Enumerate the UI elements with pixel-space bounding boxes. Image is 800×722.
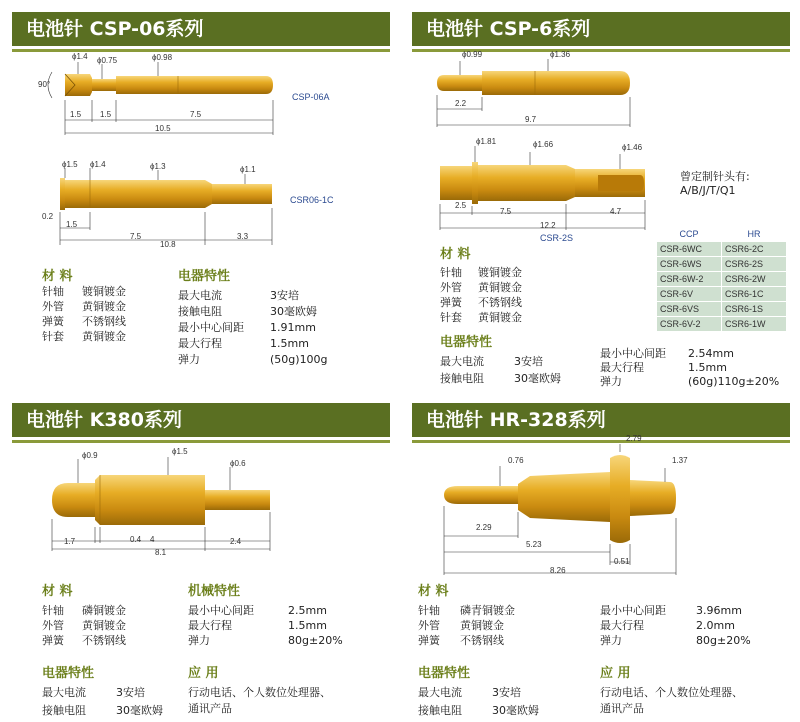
section-title-text: 电池针 CSP-6系列 (426, 18, 591, 40)
table-row (657, 317, 787, 332)
part-label: CSR06-1C (290, 195, 334, 205)
table-cell: CSR-6WC (657, 242, 722, 257)
table-cell: CSR6-1S (722, 302, 787, 317)
list-item (440, 264, 522, 280)
spec-value: 30毫欧姆 (270, 305, 317, 318)
table-cell: CSR-6WS (657, 257, 722, 272)
material-part: 针轴 (440, 266, 462, 279)
table-header-row (657, 226, 787, 242)
spec-key: 最小中心间距 (600, 347, 666, 360)
spec-value: 2.54mm (688, 347, 734, 360)
part-label: CSR-2S (540, 233, 574, 243)
dim-l1: 2.29 (476, 523, 492, 532)
application-text: 通讯产品 (188, 702, 232, 715)
dim-l1: 1.7 (64, 537, 76, 546)
material-value: 磷铜镀金 (82, 604, 126, 617)
dim-d1: ϕ0.9 (82, 451, 98, 460)
dim-l2: 0.4 (130, 535, 142, 544)
material-value: 不锈钢线 (460, 634, 504, 647)
table-header: HR (747, 228, 761, 239)
dim-l4: 2.4 (230, 537, 242, 546)
application-text: 通讯产品 (600, 702, 644, 715)
spec-value: 2.5mm (288, 604, 327, 617)
spec-value: 30毫欧姆 (514, 372, 561, 385)
application-title: 应 用 (600, 666, 631, 681)
materials-title: 材 料 (42, 269, 73, 284)
dim-d2: ϕ1.66 (533, 140, 554, 149)
spec-key: 最大行程 (178, 337, 222, 350)
list-item (440, 370, 561, 386)
material-part: 外管 (418, 619, 440, 632)
dim-l2: 5.23 (526, 540, 542, 549)
dim-l3: 4 (150, 535, 155, 544)
section-title-csp6 (412, 12, 790, 46)
spec-key: 最小中心间距 (188, 604, 254, 617)
spec-key: 弹力 (600, 634, 622, 647)
material-value: 黄铜镀金 (82, 300, 126, 313)
divider (12, 440, 390, 443)
material-value: 不锈钢线 (82, 315, 126, 328)
spec-value: 3安培 (514, 355, 543, 368)
material-value: 黄铜镀金 (460, 619, 504, 632)
spec-key: 最小中心间距 (600, 604, 666, 617)
dim-d1: ϕ1.81 (476, 137, 497, 146)
section-title-text: 电池针 K380系列 (26, 409, 182, 431)
section-title-text: 电池针 CSP-06系列 (26, 18, 204, 40)
table-cell: CSR-6W-2 (657, 272, 722, 287)
table-row (657, 257, 787, 272)
spec-value: 1.5mm (270, 337, 309, 350)
material-part: 弹簧 (418, 634, 440, 647)
list-item (600, 632, 751, 648)
electrical-title: 电器特性 (440, 335, 493, 350)
dim-l4: 8.26 (550, 566, 566, 575)
application-text: 行动电话、个人数位处理器、 (600, 686, 743, 699)
section-title-hr328 (412, 403, 790, 437)
dim-d1: ϕ1.5 (62, 160, 78, 169)
dim-d2: ϕ1.36 (550, 50, 571, 59)
material-value: 不锈钢线 (478, 296, 522, 309)
dim-d3: ϕ0.98 (152, 53, 173, 62)
spec-value: 3.96mm (696, 604, 742, 617)
list-item (178, 319, 316, 335)
electrical-title: 电器特性 (418, 666, 471, 681)
material-part: 针套 (42, 330, 64, 343)
dim-d3: ϕ1.3 (150, 162, 166, 171)
material-part: 针轴 (418, 604, 440, 617)
pin-drawing-hr328 (430, 440, 680, 575)
material-part: 弹簧 (42, 634, 64, 647)
spec-key: 最大行程 (188, 619, 232, 632)
dim-l1: 2.2 (455, 99, 467, 108)
spec-key: 最小中心间距 (178, 321, 244, 334)
spec-value: 1.91mm (270, 321, 316, 334)
dim-d1: ϕ0.99 (462, 50, 483, 59)
section-title-csp06 (12, 12, 390, 46)
electrical-title: 电器特性 (178, 269, 231, 284)
dim-l4: 3.3 (237, 232, 249, 241)
table-row (657, 242, 787, 257)
list-item (188, 632, 343, 648)
spec-key: 接触电阻 (178, 305, 222, 318)
pin-head (65, 74, 92, 96)
dim-l2: 7.5 (130, 232, 142, 241)
list-item (600, 617, 735, 633)
dim-l3: 0.51 (614, 557, 630, 566)
spec-key: 弹力 (188, 634, 210, 647)
list-item (418, 684, 521, 700)
list-item (440, 309, 522, 325)
materials-title: 材 料 (42, 584, 73, 599)
dim-l5: 8.1 (155, 548, 167, 557)
spec-key: 最大行程 (600, 619, 644, 632)
dim-l1: 1.5 (70, 110, 82, 119)
material-value: 磷青铜镀金 (460, 604, 515, 617)
list-item (440, 294, 522, 310)
table-cell: CSR6-1W (722, 317, 787, 332)
table-cell: CSR-6V-2 (657, 317, 722, 332)
model-table (656, 226, 787, 332)
pin-body (116, 76, 273, 94)
spec-key: 最大行程 (600, 361, 644, 374)
dim-t: 0.2 (42, 212, 54, 221)
dim-l4: 4.7 (610, 207, 622, 216)
list-item (440, 279, 522, 295)
list-item (178, 335, 309, 351)
spec-value: 30毫欧姆 (116, 704, 163, 717)
list-item (42, 328, 126, 344)
pin-drawing-csp6 (430, 55, 660, 135)
spec-value: 3安培 (116, 686, 145, 699)
table-cell: CSR-6V (657, 287, 722, 302)
materials-title: 材 料 (440, 247, 471, 262)
spec-value: 2.0mm (696, 619, 735, 632)
list-item (440, 353, 543, 369)
spec-value: 80g±20% (288, 634, 343, 647)
list-item (600, 373, 779, 389)
table-row (657, 287, 787, 302)
spec-value: 1.5mm (288, 619, 327, 632)
application-title: 应 用 (188, 666, 219, 681)
dim-d1: 0.76 (508, 456, 524, 465)
spec-value: 3安培 (270, 289, 299, 302)
material-part: 外管 (42, 619, 64, 632)
material-value: 黄铜镀金 (478, 311, 522, 324)
table-row (657, 302, 787, 317)
electrical-title: 电器特性 (42, 666, 95, 681)
dim-l3: 7.5 (190, 110, 202, 119)
material-part: 弹簧 (440, 296, 462, 309)
material-value: 镀铜镀金 (82, 285, 126, 298)
dim-l3: 12.2 (540, 221, 556, 230)
material-part: 针套 (440, 311, 462, 324)
dim-d1: ϕ1.4 (72, 52, 88, 61)
pin-neck (92, 79, 116, 91)
spec-key: 最大电流 (178, 289, 222, 302)
list-item (42, 702, 163, 718)
dim-d4: ϕ1.1 (240, 165, 256, 174)
table-header: CCP (679, 228, 699, 239)
list-item (188, 602, 327, 618)
table-cell: CSR6-2C (722, 242, 787, 257)
list-item (42, 617, 126, 633)
material-value: 镀铜镀金 (478, 266, 522, 279)
material-value: 不锈钢线 (82, 634, 126, 647)
list-item (42, 298, 126, 314)
material-value: 黄铜镀金 (478, 281, 522, 294)
pin-drawing-k380 (40, 445, 300, 555)
dim-d2: ϕ0.75 (97, 56, 118, 65)
dim-l3: 10.8 (160, 240, 176, 249)
spec-value: 1.5mm (688, 361, 727, 374)
spec-value: 80g±20% (696, 634, 751, 647)
spec-key: 接触电阻 (418, 704, 462, 717)
material-part: 针轴 (42, 604, 64, 617)
material-part: 弹簧 (42, 315, 64, 328)
material-part: 针轴 (42, 285, 64, 298)
dim-d2: ϕ1.5 (172, 447, 188, 456)
spec-value: 30毫欧姆 (492, 704, 539, 717)
part-label: CSP-06A (292, 92, 330, 102)
list-item (178, 303, 317, 319)
table-row (657, 272, 787, 287)
mechanical-title: 机械特性 (188, 584, 241, 599)
list-item (418, 602, 515, 618)
dim-l2: 1.5 (100, 110, 112, 119)
list-item (42, 632, 126, 648)
application-text: 行动电话、个人数位处理器、 (188, 686, 331, 699)
list-item (178, 351, 328, 367)
list-item (42, 313, 126, 329)
material-value: 黄铜镀金 (82, 330, 126, 343)
spec-key: 接触电阻 (440, 372, 484, 385)
spec-key: 最大电流 (440, 355, 484, 368)
dim-angle: 90° (38, 80, 51, 89)
list-item (418, 632, 504, 648)
material-part: 外管 (42, 300, 64, 313)
spec-key: 最大电流 (418, 686, 462, 699)
spec-key: 弹力 (178, 353, 200, 366)
table-cell: CSR6-1C (722, 287, 787, 302)
dim-d3: 1.37 (672, 456, 688, 465)
dim-d3: ϕ1.46 (622, 143, 643, 152)
dim-l2: 7.5 (500, 207, 512, 216)
dim-l1: 1.5 (66, 220, 78, 229)
list-item (178, 287, 299, 303)
list-item (600, 602, 742, 618)
material-value: 黄铜镀金 (82, 619, 126, 632)
materials-title: 材 料 (418, 584, 449, 599)
dim-l2: 9.7 (525, 115, 537, 124)
table-cell: CSR-6VS (657, 302, 722, 317)
section-title-k380 (12, 403, 390, 437)
list-item (42, 602, 126, 618)
dim-d3: ϕ0.6 (230, 459, 246, 468)
list-item (42, 283, 126, 299)
list-item (188, 617, 327, 633)
dim-d2: 2.79 (626, 434, 642, 443)
spec-key: 接触电阻 (42, 704, 86, 717)
dim-l4: 10.5 (155, 124, 171, 133)
custom-heads-list: A/B/J/T/Q1 (680, 184, 736, 197)
list-item (42, 684, 145, 700)
pin-tube (65, 180, 205, 208)
dim-l1: 2.5 (455, 201, 467, 210)
spec-key: 弹力 (600, 375, 622, 388)
dim-d2: ϕ1.4 (90, 160, 106, 169)
spec-value: 3安培 (492, 686, 521, 699)
spec-value: (60g)110g±20% (688, 375, 780, 388)
list-item (418, 702, 539, 718)
spec-value: (50g)100g (270, 353, 328, 366)
pin-plunger (212, 184, 272, 204)
section-title-text: 电池针 HR-328系列 (426, 409, 606, 431)
list-item (418, 617, 504, 633)
spec-key: 最大电流 (42, 686, 86, 699)
table-cell: CSR6-2W (722, 272, 787, 287)
material-part: 外管 (440, 281, 462, 294)
table-cell: CSR6-2S (722, 257, 787, 272)
custom-heads-note: 曾定制针头有: (680, 170, 750, 183)
